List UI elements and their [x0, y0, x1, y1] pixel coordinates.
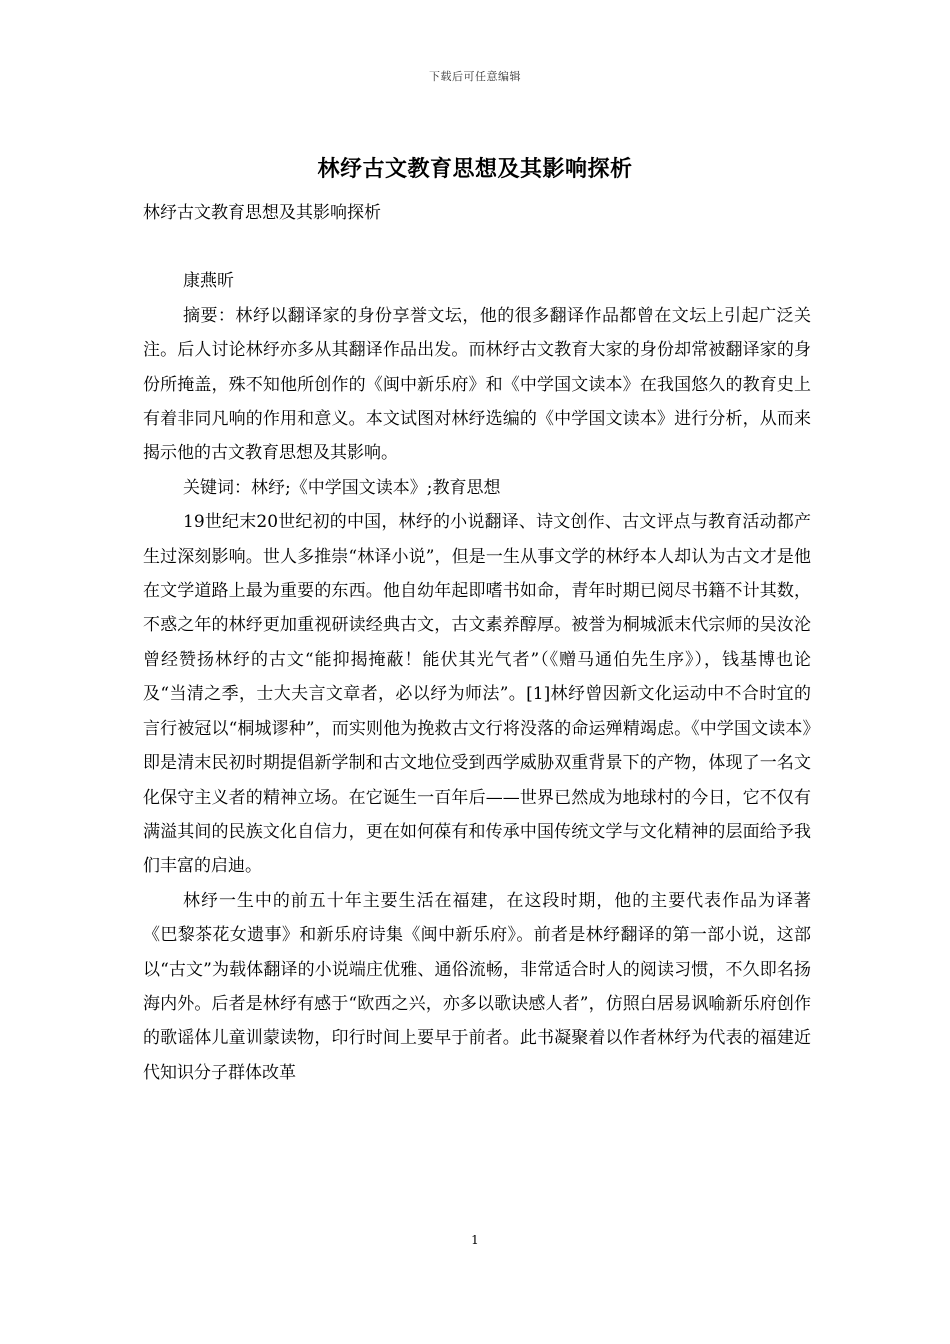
author-name: 康燕昕 [183, 271, 234, 292]
page-header-note: 下载后可任意编辑 [429, 70, 521, 83]
document-body [143, 196, 811, 1090]
keywords-line: 关键词：林纾;《中学国文读本》;教育思想 [183, 477, 501, 498]
abstract-paragraph: 摘要：林纾以翻译家的身份享誉文坛，他的很多翻译作品都曾在文坛上引起广泛关注。后人讨论林纾亦多从其翻译作品出发。而林纾古文教育大家的身份却常被翻译家的身份所掩盖，殊不知他所创作的《闽中新乐府》和《中学国文读本》在我国悠久的教育史上有着非同凡响的作用和意义。本文试图对林纾选编的《中学国文读本》进行分析，从而来揭示他的古文教育思想及其影响。 [143, 305, 811, 464]
body-paragraph-1: 19世纪末20世纪初的中国，林纾的小说翻译、诗文创作、古文评点与教育活动都产生过深刻影响。世人多推崇“林译小说”，但是一生从事文学的林纾本人却认为古文才是他在文学道路上最为重要的东西。他自幼年起即嗜书如命，青年时期已阅尽书籍不计其数，不惑之年的林纾更加重视研读经典古文，古文素养醇厚。被誉为桐城派末代宗师的吴汝沦曾经赞扬林纾的古文“能抑揭掩蔽！能伏其光气者”（《赠马通伯先生序》），钱基博也论及“当清之季，士大夫言文章者，必以纾为师法”。[1]林纾曾因新文化运动中不合时宜的言行被冠以“桐城谬种”，而实则他为挽救古文行将没落的命运殚精竭虑。《中学国文读本》即是清末民初时期提倡新学制和古文地位受到西学威胁双重背景下的产物，体现了一名文化保守主义者的精神立场。在它诞生一百年后——世界已然成为地球村的今日，它不仅有满溢其间的民族文化自信力，更在如何葆有和传承中国传统文学与文化精神的层面给予我们丰富的启迪。 [143, 512, 811, 877]
body-paragraph-2: 林纾一生中的前五十年主要生活在福建，在这段时期，他的主要代表作品为译著《巴黎茶花女遗事》和新乐府诗集《闽中新乐府》。前者是林纾翻译的第一部小说，这部以“古文”为载体翻译的小说端庄优雅、通俗流畅，非常适合时人的阅读习惯，不久即名扬海内外。后者是林纾有感于“欧西之兴，亦多以歌诀感人者”，仿照白居易讽喻新乐府创作的歌谣体儿童训蒙读物，印行时间上要早于前者。此书凝聚着以作者林纾为代表的福建近代知识分子群体改革 [143, 890, 811, 1083]
page-number: 1 [471, 1233, 479, 1247]
document-title: 林纾古文教育思想及其影响探析 [317, 156, 633, 182]
document-subtitle: 林纾古文教育思想及其影响探析 [143, 203, 381, 223]
